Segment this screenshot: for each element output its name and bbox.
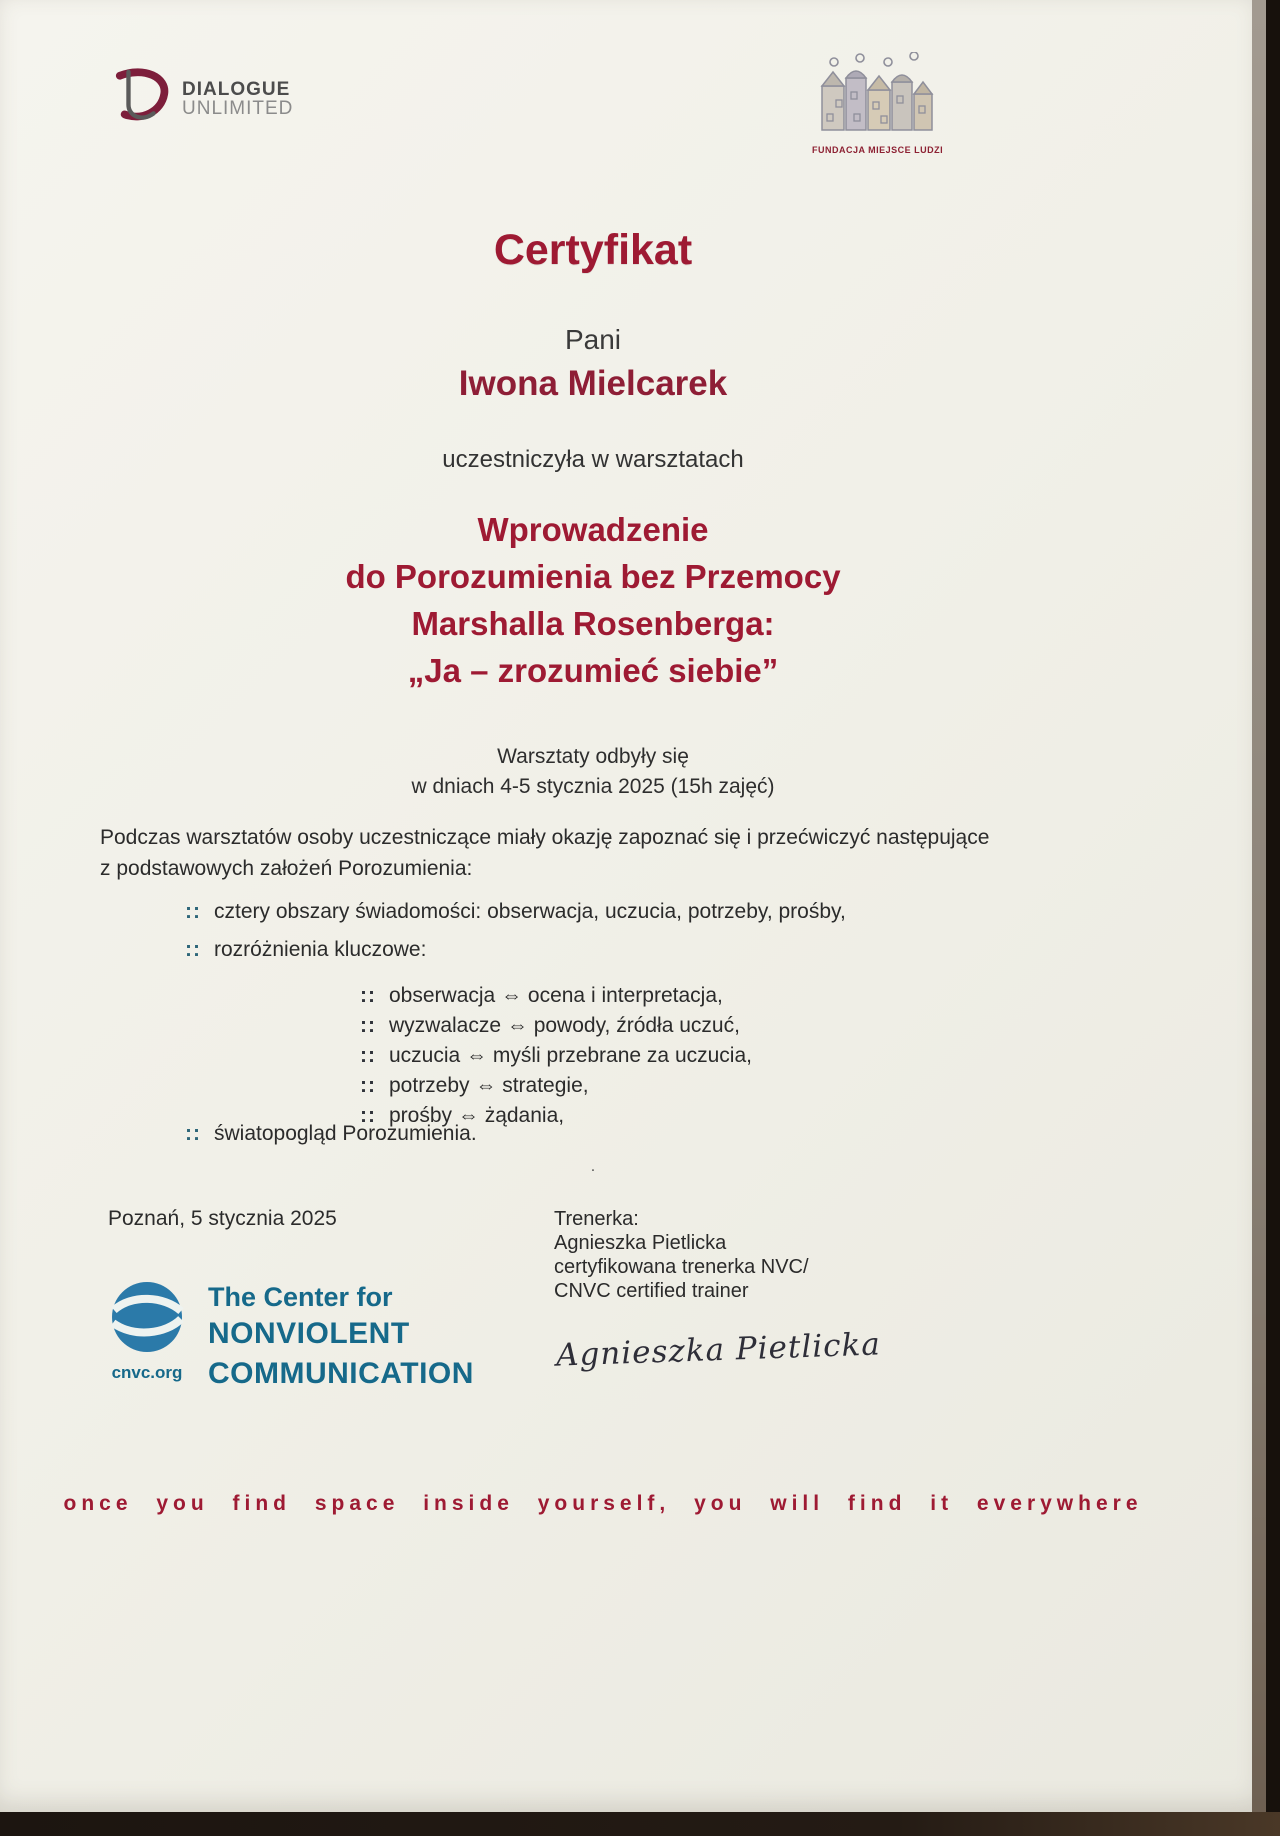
cnvc-wordmark [208, 1278, 474, 1394]
cnvc-wordmark-line1: The Center for [208, 1282, 393, 1312]
workshop-dates [0, 742, 1186, 802]
workshop-title-line2: do Porozumienia bez Przemocy [345, 558, 841, 595]
sub-bullet-3-text: uczucia ⇔ myśli przebrane za uczucia, [389, 1044, 752, 1067]
bullet-item-2 [185, 938, 426, 962]
bullet-marker-icon: :: [360, 1104, 376, 1127]
trainer-signature: Agnieszka Pietlicka [555, 1326, 882, 1374]
bottom-tagline: once you find space inside yourself, you will find it everywhere [63, 1492, 1143, 1515]
certificate-title: Certyfikat [493, 226, 693, 274]
intro-paragraph [100, 822, 1136, 884]
fundacja-caption: FUNDACJA MIEJSCE LUDZI [812, 145, 944, 155]
cnvc-wordmark-line3: COMMUNICATION [208, 1357, 474, 1390]
cnvc-globe-icon [108, 1343, 186, 1360]
sub-bullet-3 [360, 1044, 752, 1068]
dialogue-d-swirl-icon [112, 68, 172, 129]
trainer-block [554, 1207, 809, 1303]
workshop-title-line4: „Ja – zrozumieć siebie” [407, 652, 779, 689]
trainer-credential-2: CNVC certified trainer [554, 1280, 749, 1302]
bullet-item-2-text: rozróżnienia kluczowe: [214, 938, 427, 961]
sub-bullet-2-text: wyzwalacze ⇔ powody, źródła uczuć, [389, 1014, 740, 1037]
photo-background-bottom-edge [0, 1812, 1280, 1836]
dialogue-logo-line2: UNLIMITED [182, 97, 294, 119]
bullet-item-1-text: cztery obszary świadomości: obserwacja, uczucia, potrzeby, prośby, [214, 900, 846, 923]
trainer-name: Agnieszka Pietlicka [554, 1232, 727, 1254]
cnvc-org-label: cnvc.org [111, 1363, 183, 1382]
bullet-item-1 [185, 900, 846, 924]
workshop-title-line1: Wprowadzenie [477, 511, 709, 548]
salutation: Pani [564, 324, 622, 355]
workshop-title-line3: Marshalla Rosenberga: [411, 605, 775, 642]
recipient-name: Iwona Mielcarek [458, 364, 728, 403]
sub-bullet-1 [360, 984, 752, 1008]
sub-bullet-4-text: potrzeby ⇔ strategie, [389, 1074, 589, 1097]
bullet-marker-icon: :: [185, 900, 201, 923]
workshop-dates-line2: w dniach 4-5 stycznia 2025 (15h zajęć) [411, 775, 775, 798]
workshop-title [0, 506, 1186, 694]
dialogue-logo-line1: DIALOGUE [182, 78, 291, 100]
dialogue-logo-text [182, 80, 293, 118]
bullet-marker-icon: :: [185, 938, 201, 961]
cnvc-logo-block [108, 1278, 474, 1394]
workshop-dates-line1: Warsztaty odbyły się [497, 745, 689, 768]
bullet-marker-icon: :: [360, 984, 376, 1007]
trainer-label: Trenerka: [554, 1208, 639, 1230]
sub-bullet-4 [360, 1074, 752, 1098]
dialogue-unlimited-logo [112, 68, 293, 129]
intro-line1: Podczas warsztatów osoby uczestniczące miały okazję zapoznać się i przećwiczyć następujące [100, 826, 990, 849]
bullet-marker-icon: :: [360, 1014, 376, 1037]
bullet-marker-icon: :: [360, 1044, 376, 1067]
participation-line: uczestniczyła w warsztatach [442, 446, 744, 473]
stray-dot: . [590, 1158, 596, 1175]
trainer-credential-1: certyfikowana trenerka NVC/ [554, 1256, 809, 1278]
bullet-item-3-text: światopogląd Porozumienia. [214, 1122, 477, 1145]
cnvc-logo-column [108, 1278, 186, 1383]
intro-line2: z podstawowych założeń Porozumienia: [100, 857, 473, 880]
fundacja-miejsce-ludzi-logo [812, 52, 942, 155]
bullet-item-3 [185, 1122, 477, 1146]
sub-bullet-2 [360, 1014, 752, 1038]
photo-background-right-edge [1252, 0, 1266, 1812]
cnvc-wordmark-line2: NONVIOLENT [208, 1317, 410, 1350]
sub-bullet-5-text: prośby ⇔ żądania, [389, 1104, 565, 1127]
sub-bullet-1-text: obserwacja ⇔ ocena i interpretacja, [389, 984, 723, 1007]
place-and-date: Poznań, 5 stycznia 2025 [108, 1207, 337, 1230]
bullet-marker-icon: :: [185, 1122, 201, 1145]
sub-bullet-list [360, 984, 752, 1128]
houses-icon [818, 125, 936, 142]
bullet-marker-icon: :: [360, 1074, 376, 1097]
